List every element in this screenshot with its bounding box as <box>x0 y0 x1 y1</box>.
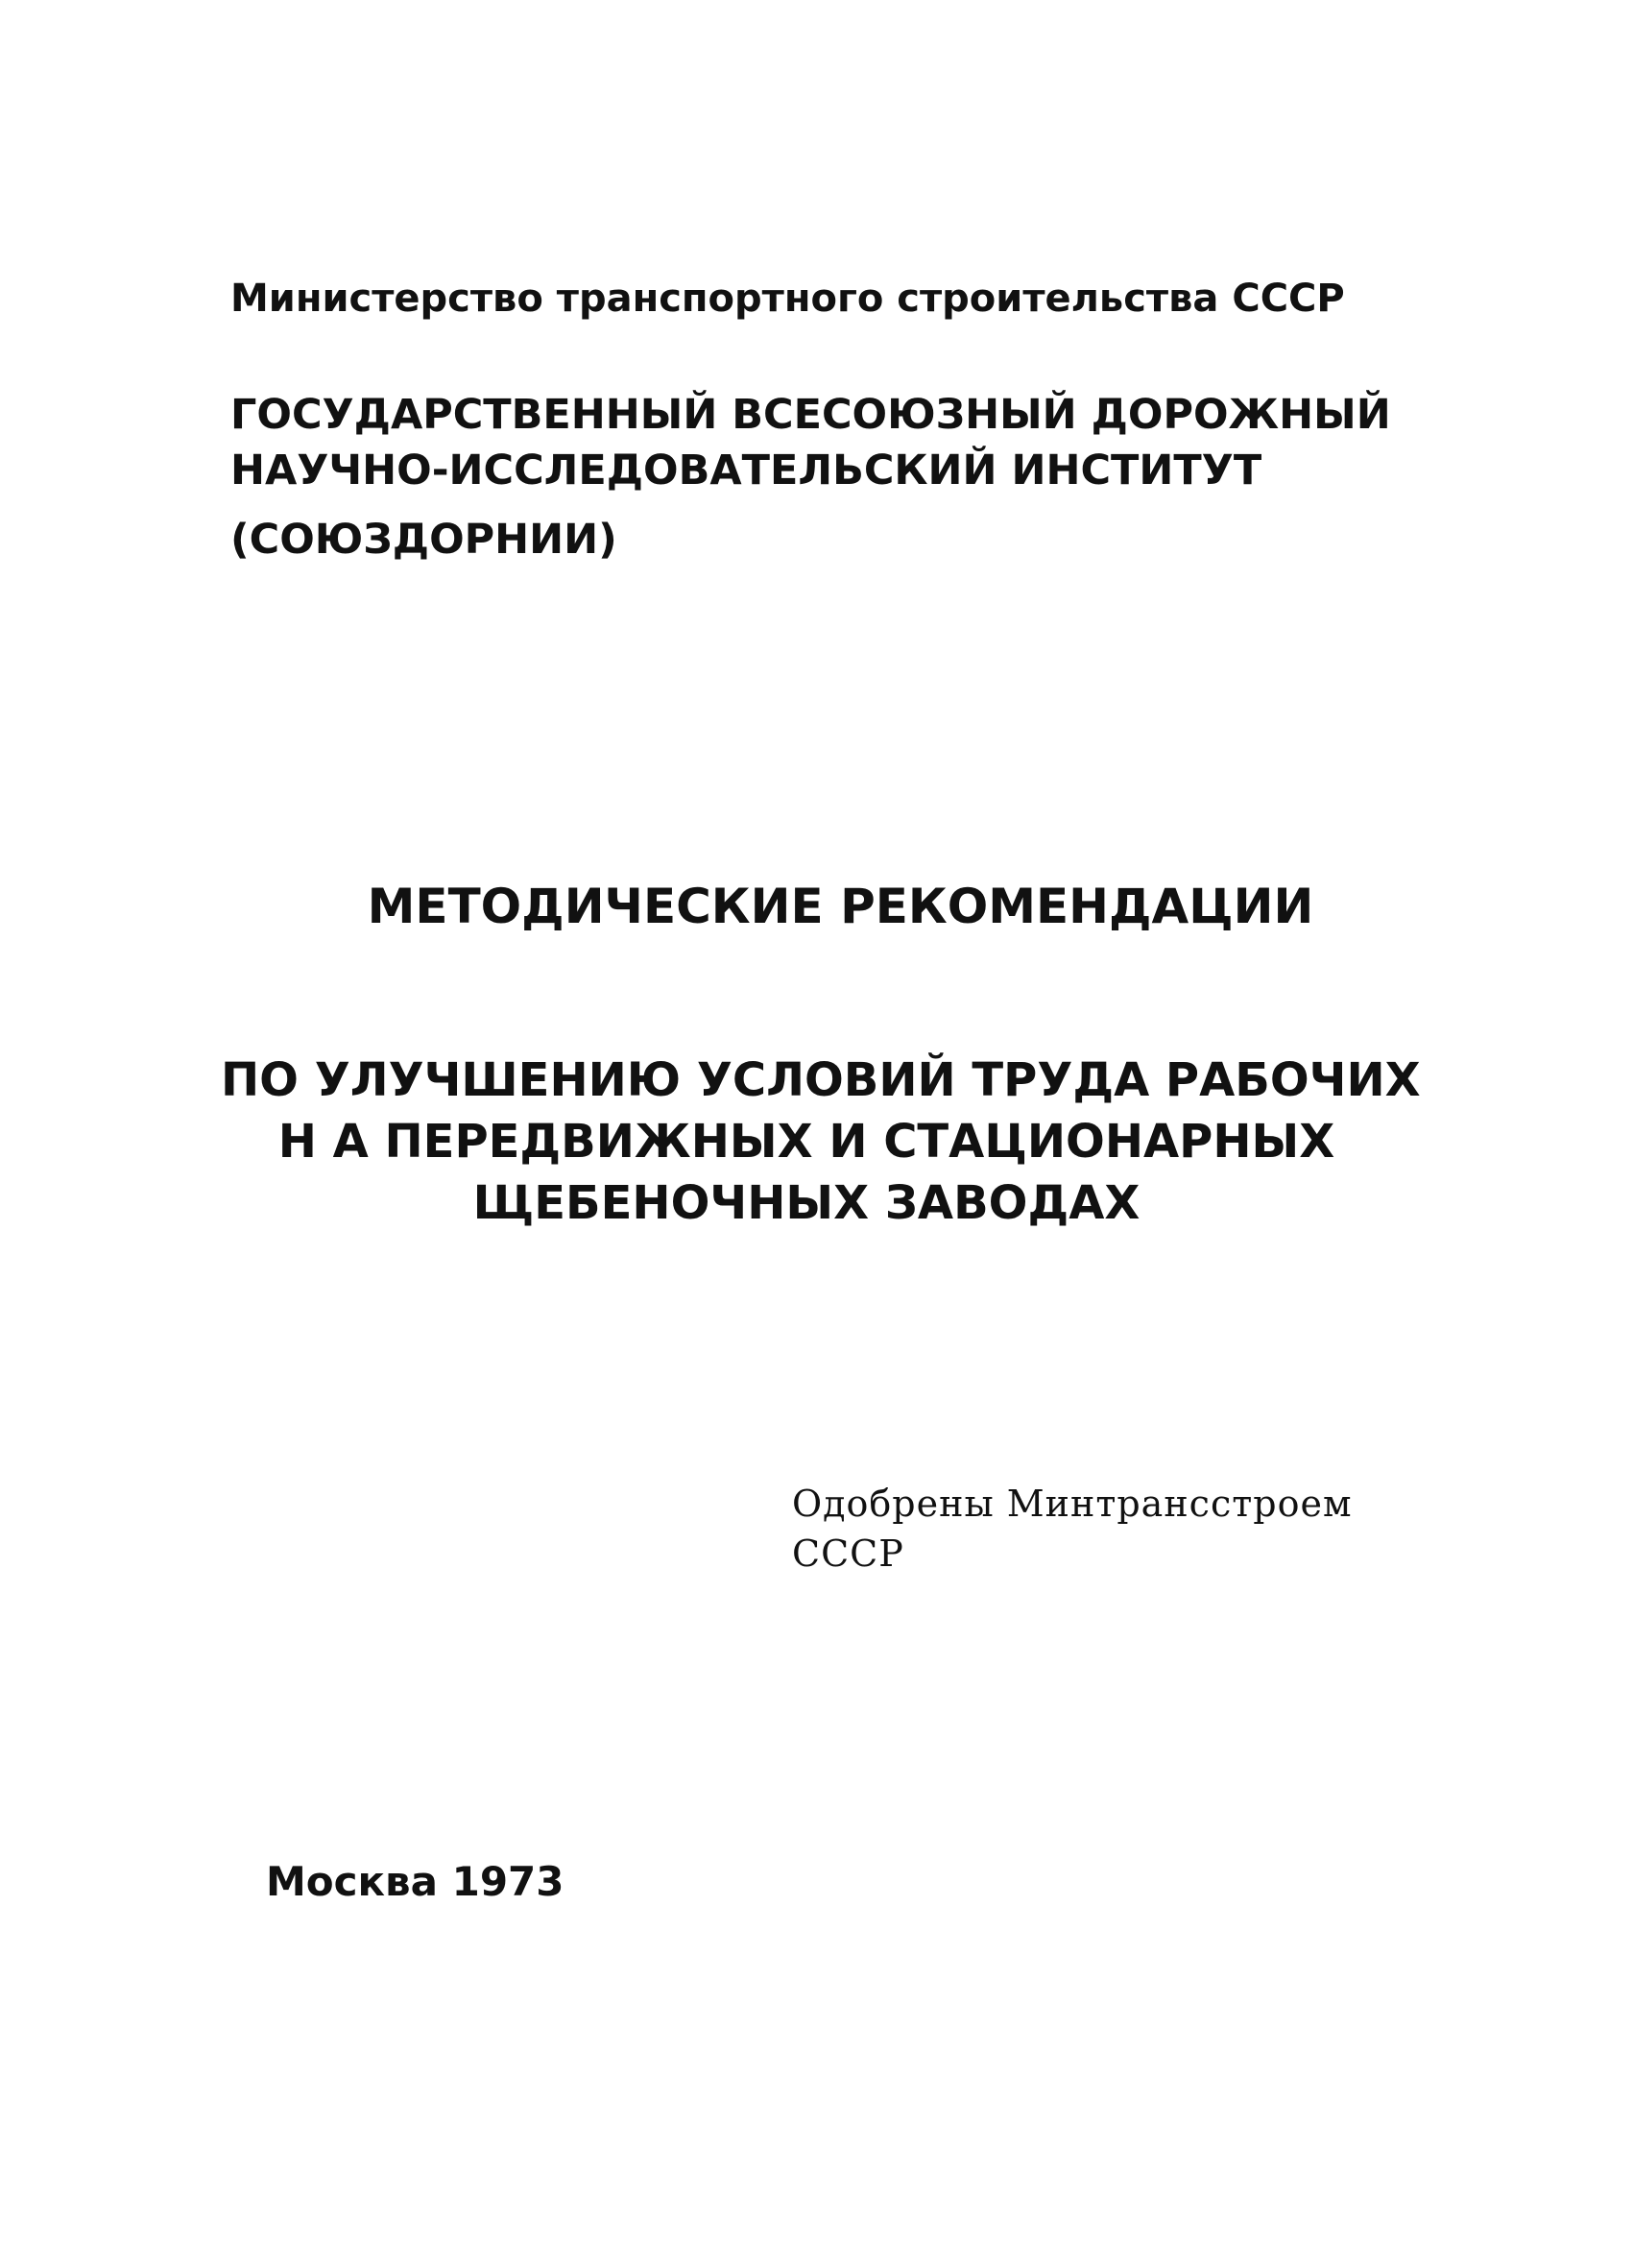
document-title-line-1: ПО УЛУЧШЕНИЮ УСЛОВИЙ ТРУДА РАБОЧИХ <box>221 1053 1421 1107</box>
publication-place-year: Москва 1973 <box>266 1858 564 1905</box>
document-title <box>221 1050 1421 1234</box>
approval-note-line-2: СССР <box>792 1532 904 1575</box>
institute-acronym: (СОЮЗДОРНИИ) <box>230 516 617 564</box>
institute-name-line-2: НАУЧНО-ИССЛЕДОВАТЕЛЬСКИЙ ИНСТИТУТ <box>230 446 1262 495</box>
approval-note <box>792 1479 1353 1579</box>
approval-note-line-1: Одобрены Минтрансстроем <box>792 1483 1353 1525</box>
document-title-line-3: ЩЕБЕНОЧНЫХ ЗАВОДАХ <box>472 1176 1141 1230</box>
document-type-heading: МЕТОДИЧЕСКИЕ РЕКОМЕНДАЦИИ <box>367 879 1314 934</box>
institute-name-line-1: ГОСУДАРСТВЕННЫЙ ВСЕСОЮЗНЫЙ ДОРОЖНЫЙ <box>230 391 1391 439</box>
document-title-line-2: Н А ПЕРЕДВИЖНЫХ И СТАЦИОНАРНЫХ <box>277 1115 1335 1169</box>
ministry-name: Министерство транспортного строительства СССР <box>230 277 1345 321</box>
institute-name <box>230 387 1391 498</box>
